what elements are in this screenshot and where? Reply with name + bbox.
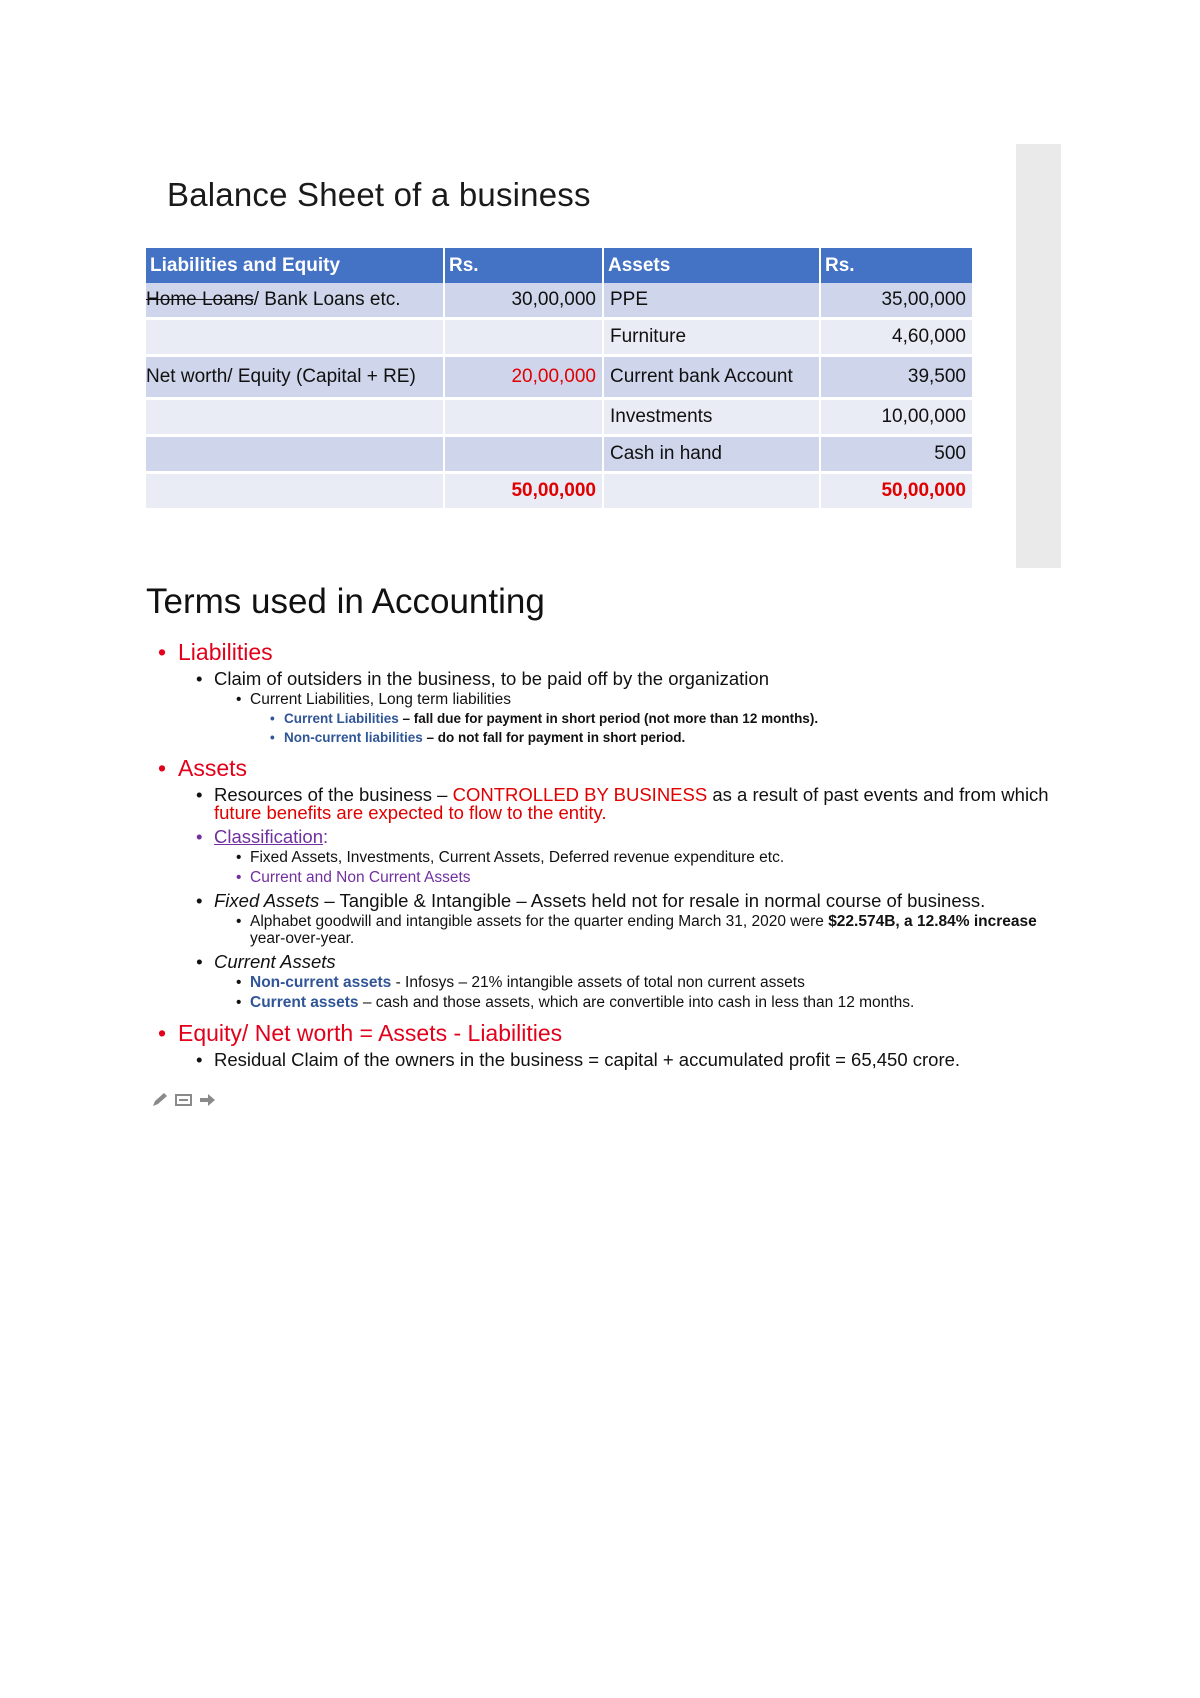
- classification-link: Classification: [214, 826, 323, 847]
- asset-amount: 4,60,000: [820, 319, 973, 356]
- terms-title: Terms used in Accounting: [146, 582, 545, 621]
- noncurrent-liabilities-item: [156, 730, 1056, 746]
- current-liabilities-item: [156, 711, 1056, 727]
- asset-amount: 39,500: [820, 356, 973, 399]
- highlight: CONTROLLED BY BUSINESS: [452, 784, 708, 805]
- liabilities-heading: • Liabilities: [156, 638, 1056, 666]
- header-liabilities: Liabilities and Equity: [146, 248, 444, 283]
- asset-amount: 10,00,000: [820, 399, 973, 436]
- asset-cell: Investments: [603, 399, 820, 436]
- slide-tools: [150, 1092, 218, 1113]
- table-header-row: [146, 248, 973, 283]
- text: as a result of past events and from which: [707, 784, 1049, 805]
- total-assets: 50,00,000: [820, 473, 973, 510]
- liabilities-sub: • Current Liabilities, Long term liabilities: [156, 691, 1056, 708]
- classification-sub1: • Fixed Assets, Investments, Current Assets, Deferred revenue expenditure etc.: [156, 849, 1056, 866]
- liability-amount: [444, 436, 603, 473]
- asset-cell: PPE: [603, 283, 820, 319]
- table-row: [146, 356, 973, 399]
- slide-icon[interactable]: [174, 1092, 194, 1113]
- asset-cell: Furniture: [603, 319, 820, 356]
- term-desc: - Infosys – 21% intangible assets of total non current assets: [391, 974, 805, 991]
- text: :: [323, 826, 329, 847]
- header-assets: Assets: [603, 248, 820, 283]
- term: Fixed Assets: [214, 890, 320, 911]
- equity-heading: • Equity/ Net worth = Assets - Liabilities: [156, 1019, 1056, 1047]
- text: Alphabet goodwill and intangible assets for the quarter ending March 31, 2020 were: [250, 913, 829, 930]
- highlight: $22.574B, a 12.84% increase: [828, 913, 1037, 930]
- table-row: [146, 283, 973, 319]
- text: year-over-year.: [250, 930, 355, 947]
- liability-cell: [146, 319, 444, 356]
- alphabet-item: [156, 913, 1056, 947]
- liability-amount: [444, 399, 603, 436]
- liability-cell: [146, 473, 444, 510]
- classification-item: [156, 828, 1056, 846]
- fixed-assets-item: [156, 892, 1056, 910]
- liability-amount: 20,00,000: [444, 356, 603, 399]
- liabilities-point: • Claim of outsiders in the business, to be paid off by the organization: [156, 670, 1056, 688]
- struck-text: Home Loans: [146, 289, 254, 310]
- current-assets-heading: • Current Assets: [156, 953, 1056, 971]
- liability-amount: 30,00,000: [444, 283, 603, 319]
- balance-sheet-table: [146, 248, 974, 511]
- term: Non-current assets: [250, 974, 392, 991]
- liability-cell: Net worth/ Equity (Capital + RE): [146, 356, 444, 399]
- current-assets-item: [156, 994, 1056, 1011]
- text: Resources of the business –: [214, 784, 453, 805]
- header-rs-assets: Rs.: [820, 248, 973, 283]
- term: Non-current liabilities: [284, 730, 423, 745]
- page-title: Balance Sheet of a business: [167, 176, 591, 213]
- liability-text: / Bank Loans etc.: [253, 289, 401, 310]
- highlight: future benefits are expected to flow to the entity.: [214, 802, 607, 823]
- term: Current Liabilities: [284, 711, 399, 726]
- term-desc: – cash and those assets, which are convertible into cash in less than 12 months.: [358, 994, 915, 1011]
- table-row: [146, 319, 973, 356]
- table-row: [146, 436, 973, 473]
- header-rs-liabilities: Rs.: [444, 248, 603, 283]
- right-gray-strip: [1016, 144, 1061, 568]
- classification-sub2: • Current and Non Current Assets: [156, 869, 1056, 886]
- liability-cell: [146, 283, 444, 319]
- liability-amount: [444, 319, 603, 356]
- equity-point: • Residual Claim of the owners in the business = capital + accumulated profit = 65,450 crore.: [156, 1051, 1056, 1069]
- noncurrent-assets-item: [156, 974, 1056, 991]
- term: Current assets: [250, 994, 359, 1011]
- total-liabilities: 50,00,000: [444, 473, 603, 510]
- liability-cell: [146, 399, 444, 436]
- assets-heading: • Assets: [156, 754, 1056, 782]
- arrow-right-icon[interactable]: [198, 1092, 218, 1113]
- asset-amount: 35,00,000: [820, 283, 973, 319]
- terms-list: [156, 632, 1056, 1069]
- term-desc: – fall due for payment in short period (not more than 12 months).: [398, 711, 819, 726]
- asset-cell: Current bank Account: [603, 356, 820, 399]
- assets-point: [156, 786, 1056, 822]
- asset-amount: 500: [820, 436, 973, 473]
- term-desc: – do not fall for payment in short period.: [422, 730, 686, 745]
- asset-cell: Cash in hand: [603, 436, 820, 473]
- term-desc: – Tangible & Intangible – Assets held not for resale in normal course of business.: [319, 890, 986, 911]
- pen-icon[interactable]: [150, 1092, 170, 1113]
- table-row: [146, 399, 973, 436]
- liability-cell: [146, 436, 444, 473]
- asset-cell: [603, 473, 820, 510]
- table-total-row: [146, 473, 973, 510]
